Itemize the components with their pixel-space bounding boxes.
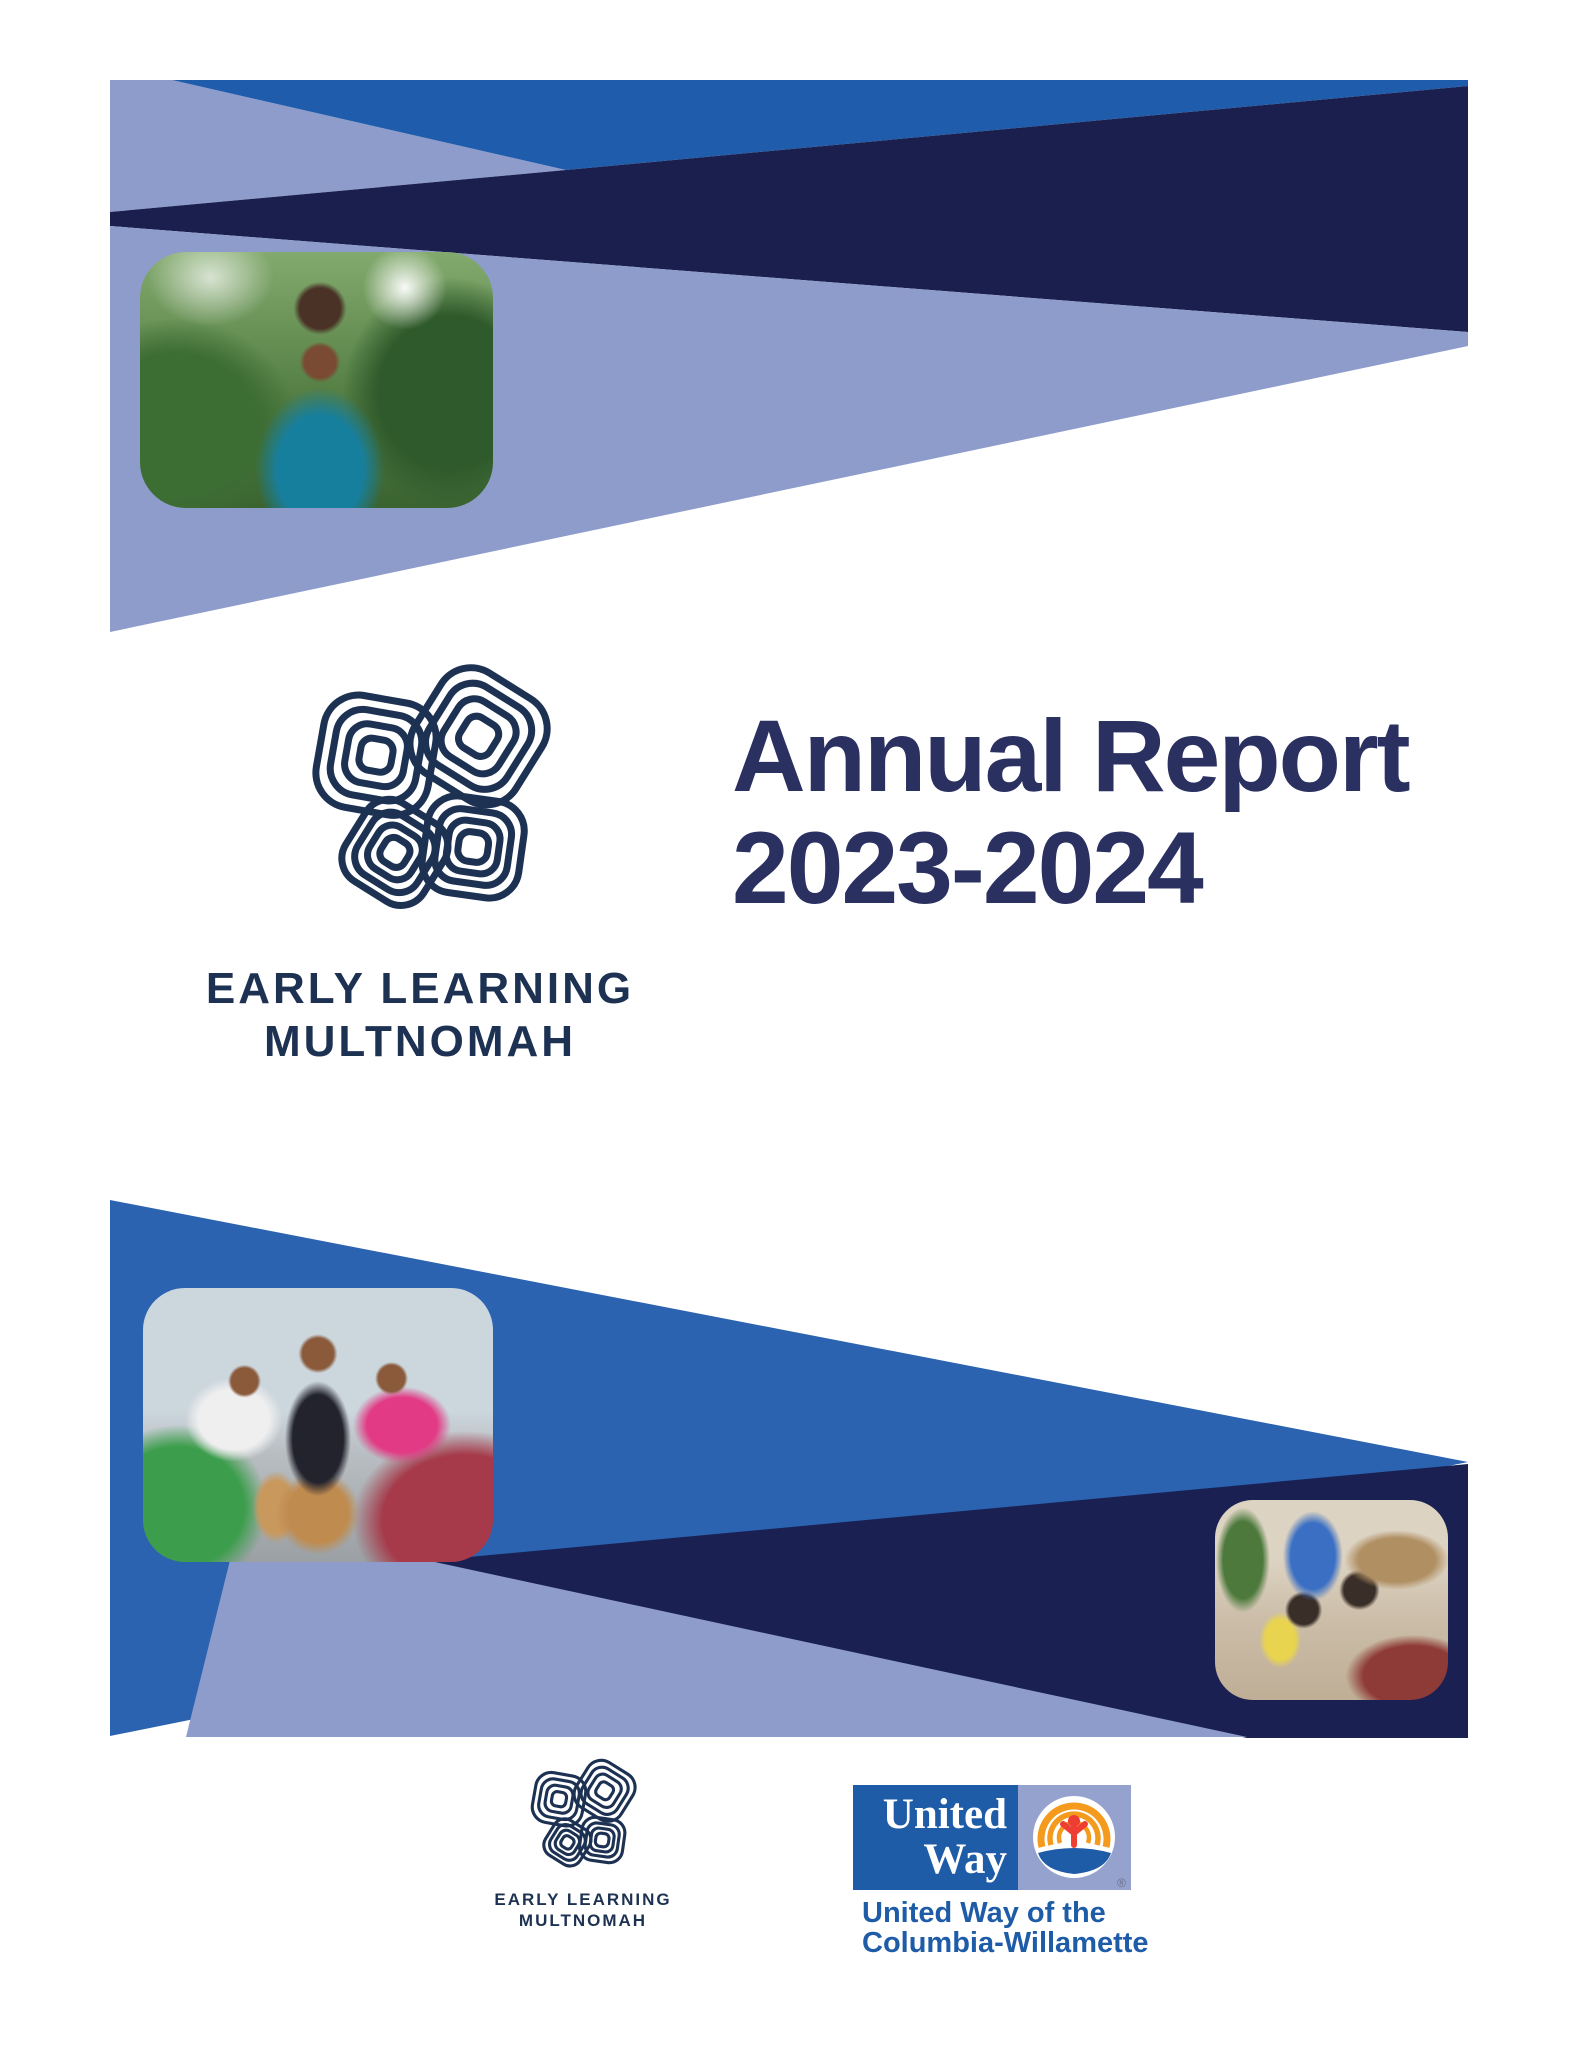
photo-children-playing-in-classroom xyxy=(1215,1500,1448,1700)
photo-mariachi-performers-with-guitars xyxy=(143,1288,493,1562)
report-title-line2: 2023-2024 xyxy=(732,811,1202,925)
report-title-line1: Annual Report xyxy=(732,699,1409,813)
butterfly-logo-icon-small xyxy=(517,1756,649,1876)
united-way-logotype-line2: Way xyxy=(923,1836,1007,1883)
united-way-logo xyxy=(853,1785,1131,1890)
brand-wordmark-line1: EARLY LEARNING xyxy=(205,964,635,1013)
united-way-hand-person-rainbow-icon xyxy=(1018,1785,1131,1890)
footer-elm-wordmark-line1: EARLY LEARNING xyxy=(494,1890,672,1909)
brand-wordmark-line2: MULTNOMAH xyxy=(263,1017,577,1066)
footer-elm-wordmark-line2: MULTNOMAH xyxy=(518,1911,648,1930)
united-way-logotype-line1: United xyxy=(882,1791,1007,1838)
united-way-caption-line1: United Way of the xyxy=(862,1897,1106,1929)
photo-father-carrying-child-on-shoulders xyxy=(140,252,493,508)
united-way-caption-line2: Columbia-Willamette xyxy=(862,1927,1149,1959)
united-way-logotype xyxy=(853,1785,1018,1890)
butterfly-logo-icon xyxy=(290,658,570,928)
report-title xyxy=(732,700,1492,924)
united-way-caption xyxy=(862,1898,1149,1958)
registered-trademark-symbol: ® xyxy=(1117,1876,1126,1890)
united-way-symbol-panel xyxy=(1018,1785,1131,1890)
